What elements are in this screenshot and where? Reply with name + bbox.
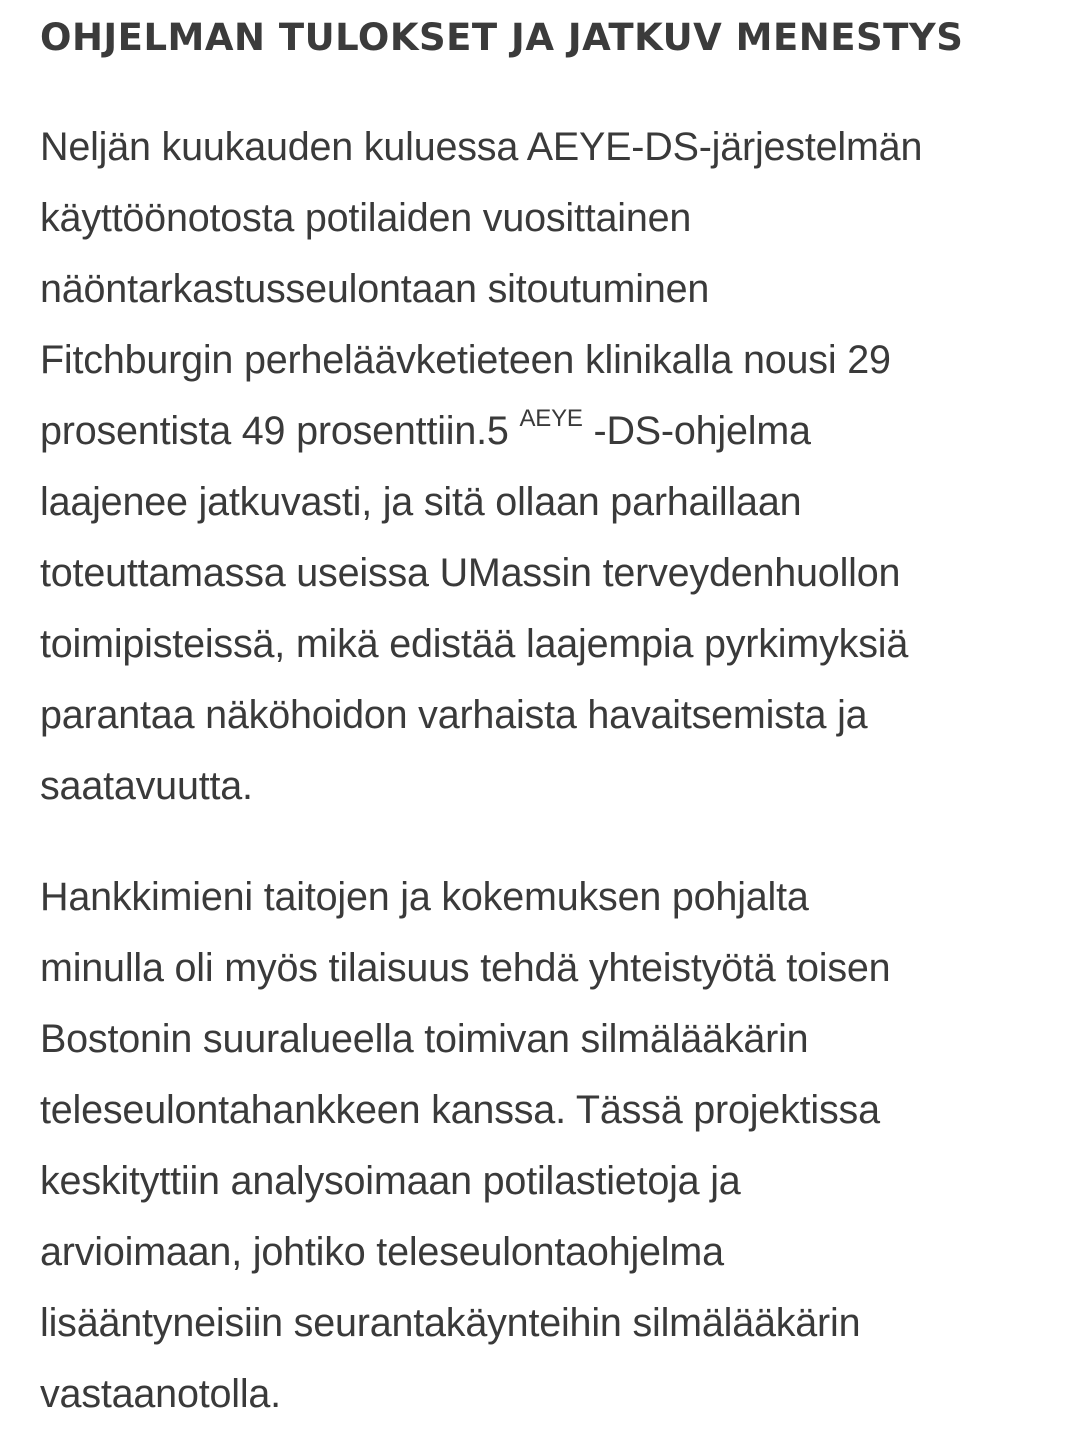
paragraph-line: näöntarkastusseulontaan sitoutuminen [40,267,710,311]
paragraph-line: toimipisteissä, mikä edistää laajempia pyrkimyksiä [40,622,909,666]
paragraph-line: toteuttamassa useissa UMassin terveydenhuollon [40,551,901,595]
article [40,0,1050,1430]
paragraph-line-suffix: -DS-ohjelma [582,409,811,453]
paragraph-line: minulla oli myös tilaisuus tehdä yhteistyötä toisen [40,946,891,990]
paragraph-collaboration [40,862,1050,1430]
paragraph-line: teleseulontahankkeen kanssa. Tässä projektissa [40,1088,880,1132]
superscript-label: AEYE [519,405,583,432]
paragraph-line: Fitchburgin perheläävketieteen klinikalla nousi 29 [40,338,891,382]
paragraph-line: vastaanotolla. [40,1372,281,1416]
paragraph-line: Neljän kuukauden kuluessa AEYE-DS-järjestelmän [40,125,923,169]
paragraph-line-text: prosentista 49 prosenttiin.5 [40,409,509,453]
paragraph-line: Bostonin suuralueella toimivan silmälääkärin [40,1017,809,1061]
paragraph-line: keskityttiin analysoimaan potilastietoja ja [40,1159,741,1203]
section-heading: OHJELMAN TULOKSET JA JATKUV MENESTYS [40,16,964,59]
paragraph-line-with-superscript [40,396,1050,467]
paragraph-line: arvioimaan, johtiko teleseulontaohjelma [40,1230,724,1274]
paragraph-line: lisääntyneisiin seurantakäynteihin silmälääkärin [40,1301,861,1345]
paragraph-line: käyttöönotosta potilaiden vuosittainen [40,196,692,240]
paragraph-line: laajenee jatkuvasti, ja sitä ollaan parhaillaan [40,480,802,524]
paragraph-line: saatavuutta. [40,764,253,808]
paragraph-line: Hankkimieni taitojen ja kokemuksen pohjalta [40,875,809,919]
paragraph-line: parantaa näköhoidon varhaista havaitsemista ja [40,693,868,737]
paragraph-results [40,112,1050,822]
